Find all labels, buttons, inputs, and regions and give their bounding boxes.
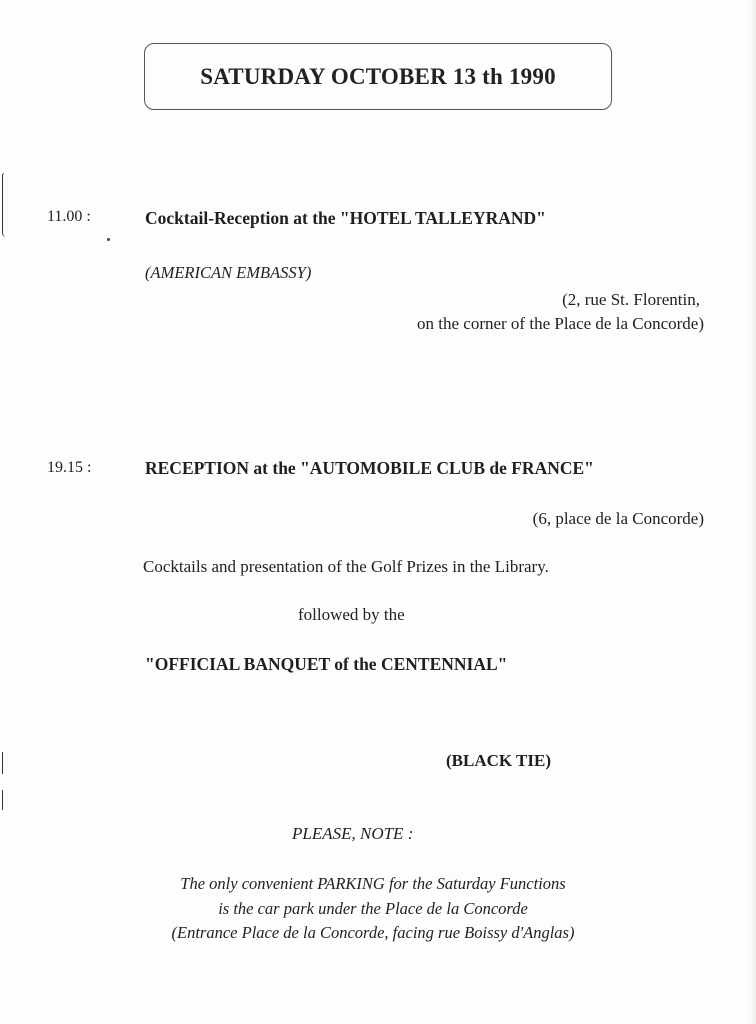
event1-address-line1: (2, rue St. Florentin, (562, 290, 700, 309)
event1-time: 11.00 : (47, 208, 91, 225)
event1-subtitle: (AMERICAN EMBASSY) (145, 263, 312, 282)
event2-address: (6, place de la Concorde) (532, 509, 704, 528)
event2-description: Cocktails and presentation of the Golf Prizes in the Library. (143, 557, 549, 576)
event2-time: 19.15 : (47, 459, 92, 476)
event2-followed: followed by the (298, 605, 405, 624)
margin-line-mark (2, 752, 6, 774)
event2-dress-code: (BLACK TIE) (446, 751, 552, 770)
event1-address-line2: on the corner of the Place de la Concorde) (417, 314, 704, 333)
margin-bracket-mark (2, 172, 6, 237)
scan-speck (107, 238, 110, 241)
margin-line-mark (2, 790, 6, 810)
date-title: SATURDAY OCTOBER 13 th 1990 (200, 63, 556, 89)
date-title-box (144, 43, 612, 110)
note-heading: PLEASE, NOTE : (292, 824, 414, 843)
event2-banquet: "OFFICIAL BANQUET of the CENTENNIAL" (145, 654, 508, 674)
page-edge-shadow (750, 0, 756, 1024)
note-line1: The only convenient PARKING for the Saturday Functions (180, 874, 566, 893)
event1-title: Cocktail-Reception at the "HOTEL TALLEYRAND" (145, 208, 546, 228)
note-line2: is the car park under the Place de la Concorde (218, 899, 528, 918)
event2-title: RECEPTION at the "AUTOMOBILE CLUB de FRANCE" (145, 458, 594, 478)
note-line3: (Entrance Place de la Concorde, facing rue Boissy d'Anglas) (171, 923, 575, 942)
